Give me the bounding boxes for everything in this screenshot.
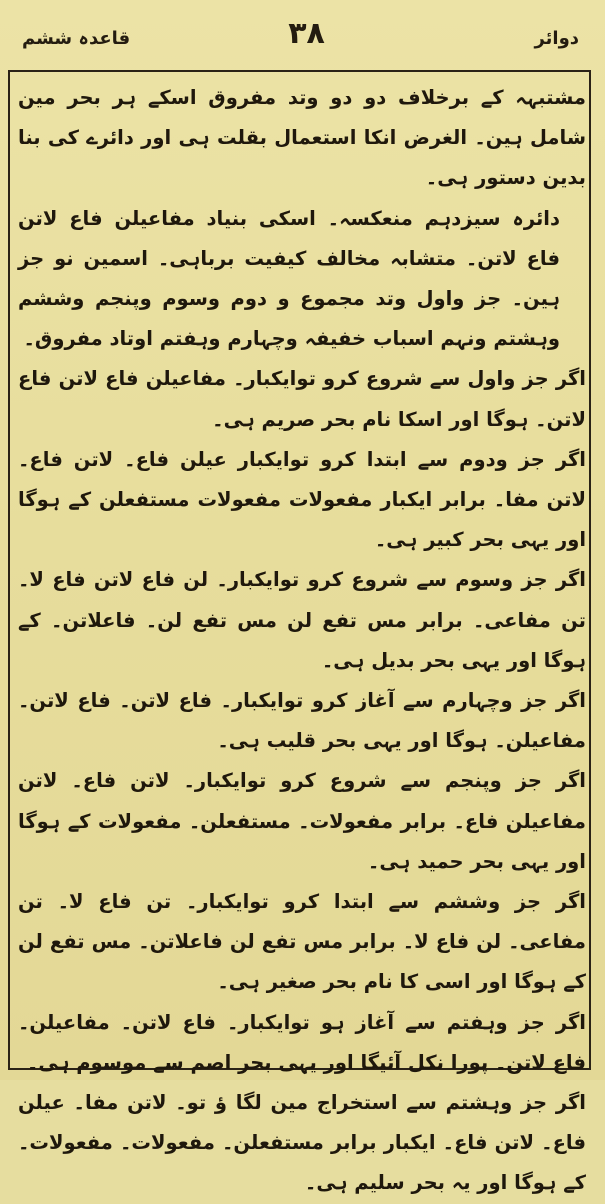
body-text (18, 78, 586, 1204)
paragraph: اگر جز وہفتم سے آغاز ہو توایکبار۔ فاع لاتن۔ مفاعیلن۔ فاع لاتن۔ پورا نکل آئیگا اور یہی بحر اصم سے موسوم ہی۔ (18, 1010, 586, 1074)
page-header (22, 16, 591, 68)
paragraph: اگر جز وپنجم سے شروع کرو توایکبار۔ لاتن فاع۔ لاتن مفاعیلن فاع۔ برابر مفعولات۔ مستفعلن۔ مفعولات کے ہوگا اور یہی بحر حمید ہی۔ (18, 769, 586, 873)
section-title: دوائر (534, 28, 579, 49)
paragraph: اگر جز وششم سے ابتدا کرو توایکبار۔ تن فاع لا۔ تن مفاعی۔ لن فاع لا۔ برابر مس تفع لن فاعلاتن۔ مس تفع لن کے ہوگا اور اسی کا نام بحر صغیر ہی۔ (18, 890, 586, 994)
paragraph: اگر جز وچہارم سے آغاز کرو توایکبار۔ فاع لاتن۔ فاع لاتن۔ مفاعیلن۔ ہوگا اور یہی بحر قلیب ہی۔ (18, 689, 586, 753)
chapter-title: قاعدہ ششم (22, 28, 131, 49)
paragraph: اگر جز واول سے شروع کرو توایکبار۔ مفاعیلن فاع لاتن فاع لاتن۔ ہوگا اور اسکا نام بحر صریم ہی۔ (18, 367, 586, 431)
paragraph: اگر جز وسوم سے شروع کرو توایکبار۔ لن فاع لاتن فاع لا۔ تن مفاعی۔ برابر مس تفع لن مس تفع لن۔ فاعلاتن۔ کے ہوگا اور یہی بحر بدیل ہی۔ (18, 568, 586, 672)
paragraph: اگر جز وہشتم سے استخراج مین لگا ؤ تو۔ لاتن مفا۔ عیلن فاع۔ لاتن فاع۔ ایکبار برابر مستفعلن۔ مفعولات۔ مفعولات۔ کے ہوگا اور یہ بحر سلیم ہی۔ (18, 1091, 586, 1195)
paragraph: مشتبہہ کے برخلاف دو دو وتد مفروق اسکے ہر بحر مین شامل ہین۔ الغرض انکا استعمال بقلت ہی اور دائرے کی بنا بدین دستور ہی۔ (18, 86, 586, 190)
page-number: ۳۸ (288, 16, 325, 51)
paragraph: اگر جز ودوم سے ابتدا کرو توایکبار عیلن فاع۔ لاتن فاع۔ لاتن مفا۔ برابر ایکبار مفعولات مفعولات مستفعلن کے ہوگا اور یہی بحر کبیر ہی۔ (18, 447, 586, 552)
paragraph: دائرہ سیزدہم منعکسہ۔ اسکی بنیاد مفاعیلن فاع لاتن فاع لاتن۔ متشابہ مخالف کیفیت برباہی۔ اسمین نو جز ہین۔ جز واول وتد مجموع و دوم وسوم وپنجم وششم وہشتم ونہم اسباب خفیفہ وچہارم وہفتم اوتاد مفروق۔ (18, 206, 560, 351)
